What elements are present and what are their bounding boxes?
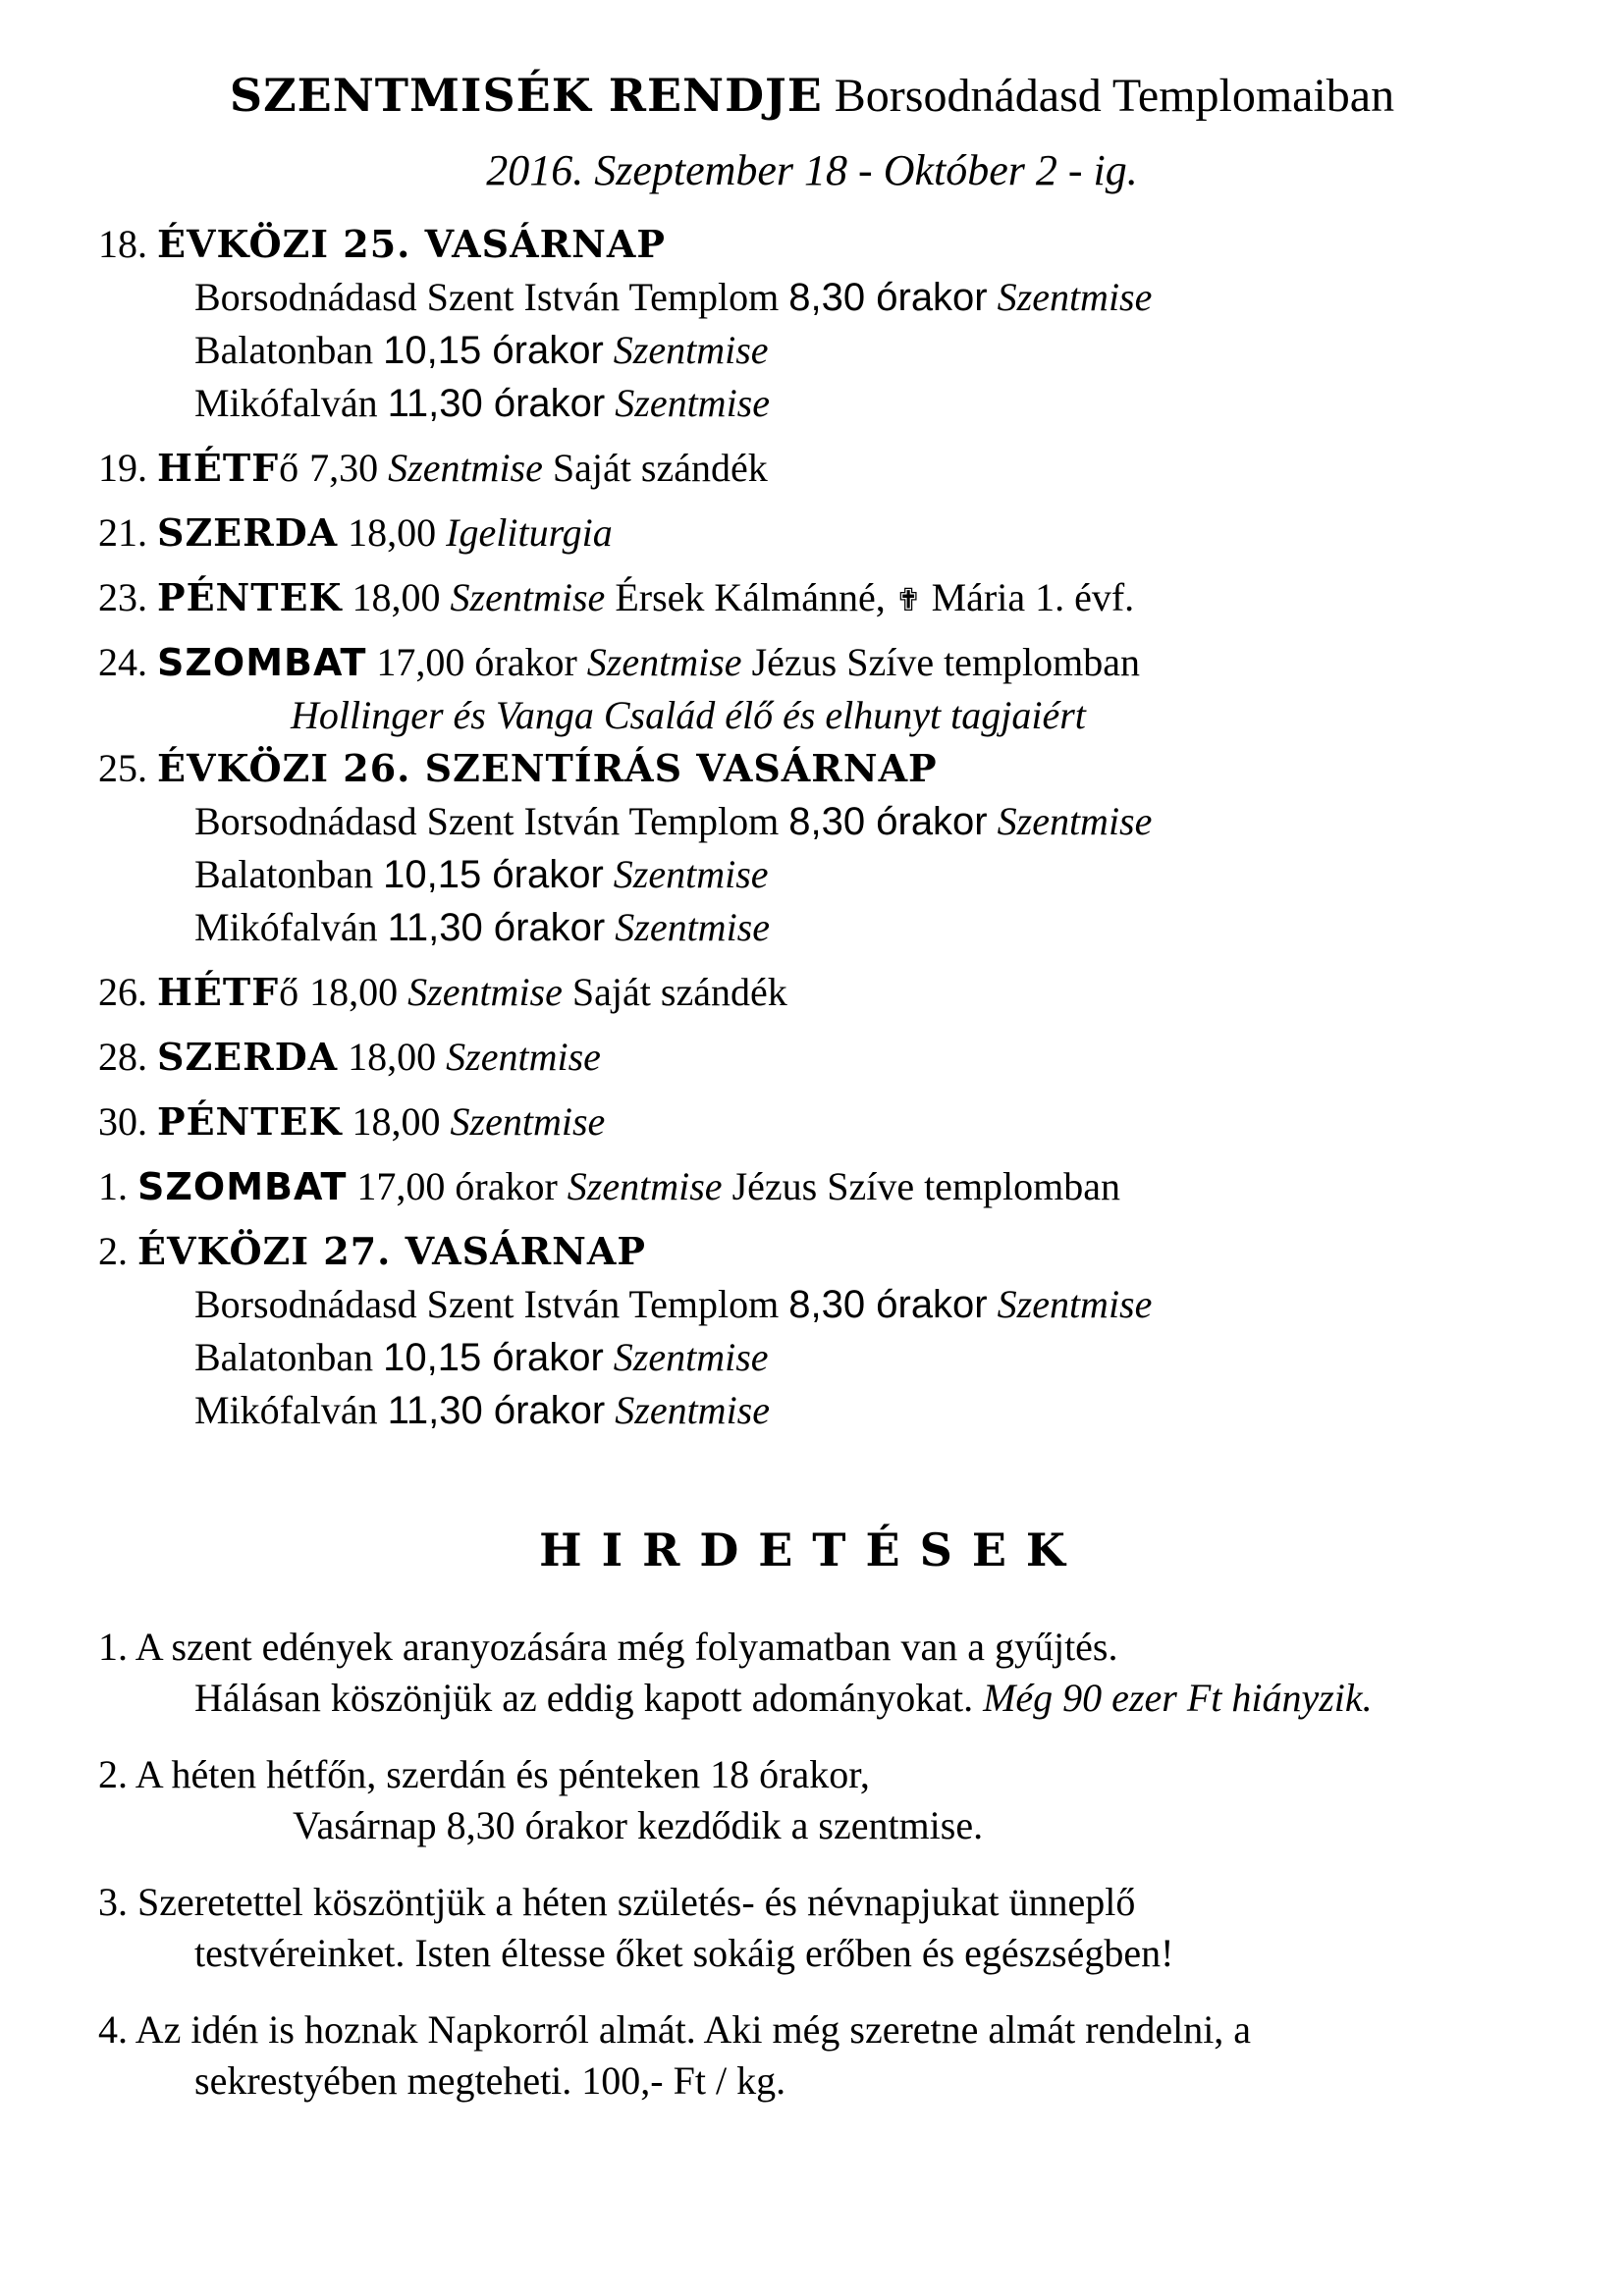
service-type: Szentmise	[997, 275, 1153, 319]
time: 8,30 órakor	[788, 276, 988, 319]
day-name: SZERDA	[157, 510, 339, 555]
announcement-line: testvéreinket. Isten éltesse őket sokáig erőben és egészségben!	[194, 1931, 1174, 1975]
service-type: Szentmise	[586, 640, 742, 684]
time: 17,00 órakor	[376, 640, 577, 684]
announcement-item	[98, 1877, 1571, 1979]
announcement-emphasis: Még 90 ezer Ft hiányzik.	[983, 1676, 1373, 1720]
day-number: 23.	[98, 575, 147, 619]
announcement-line: Hálásan köszönjük az eddig kapott adományokat. Még 90 ezer Ft hiányzik.	[194, 1676, 1373, 1720]
service-type: Szentmise	[388, 446, 543, 490]
time: 18,00	[348, 510, 437, 555]
announcement-item	[98, 1622, 1571, 1724]
time: 10,15 órakor	[383, 1336, 604, 1379]
day-entry	[98, 1095, 1551, 1148]
day-entry	[98, 1160, 1551, 1213]
place: Borsodnádasd Szent István Templom	[194, 799, 780, 843]
intention: Saját szándék	[552, 446, 768, 490]
service-type: Szentmise	[613, 852, 769, 896]
announcements-title: HIRDETÉSEK	[539, 1523, 1085, 1576]
intention-line	[98, 689, 1551, 742]
service-type: Igeliturgia	[446, 510, 613, 555]
intention: Mária 1. évf.	[931, 575, 1135, 619]
time: 17,00 órakor	[356, 1164, 558, 1208]
announcement-line: sekrestyében megteheti. 100,- Ft / kg.	[194, 2058, 786, 2103]
place: Balatonban	[194, 1335, 374, 1379]
schedule-line	[98, 377, 1551, 430]
day-number: 25.	[98, 746, 147, 790]
announcement-item	[98, 1749, 1571, 1851]
day-name: HÉTFő	[157, 970, 300, 1014]
day-entry	[98, 442, 1551, 495]
title-rest: Borsodnádasd Templomaiban	[834, 70, 1395, 122]
time: 10,15 órakor	[383, 853, 604, 896]
day-number: 28.	[98, 1035, 147, 1079]
intention: Érsek Kálmánné,	[615, 575, 886, 619]
service-type: Szentmise	[615, 381, 771, 425]
day-heading	[98, 1225, 1551, 1278]
day-name: SZERDA	[157, 1035, 339, 1079]
service-type: Szentmise	[613, 328, 769, 372]
day-number: 2.	[98, 1229, 128, 1273]
announcement-line: 2. A héten hétfőn, szerdán és pénteken 18 órakor,	[98, 1752, 870, 1796]
time: 7,30	[309, 446, 379, 490]
day-heading	[98, 218, 1551, 271]
announcement-item	[98, 2004, 1571, 2107]
day-heading	[98, 742, 1551, 795]
page-title	[0, 69, 1624, 123]
schedule-line	[98, 1384, 1551, 1437]
service-type: Szentmise	[997, 1282, 1153, 1326]
time: 11,30 órakor	[387, 382, 606, 425]
day-name: ÉVKÖZI 25. VASÁRNAP	[157, 222, 666, 266]
announcements-list	[98, 1622, 1571, 2132]
service-type: Szentmise	[450, 1099, 606, 1144]
time: 11,30 órakor	[387, 906, 606, 949]
schedule-line	[98, 1331, 1551, 1384]
place: Mikófalván	[194, 1388, 378, 1432]
place: Borsodnádasd Szent István Templom	[194, 1282, 780, 1326]
service-type: Szentmise	[613, 1335, 769, 1379]
announcement-line: Vasárnap 8,30 órakor kezdődik a szentmise.	[293, 1803, 984, 1847]
service-type: Szentmise	[997, 799, 1153, 843]
day-name: SZOMBAT	[137, 1165, 348, 1208]
schedule-line	[98, 1278, 1551, 1331]
day-name: ÉVKÖZI 27. VASÁRNAP	[137, 1229, 646, 1273]
mass-schedule	[98, 218, 1551, 1437]
place: Balatonban	[194, 852, 374, 896]
day-number: 18.	[98, 222, 147, 266]
service-type: Szentmise	[446, 1035, 601, 1079]
time: 8,30 órakor	[788, 800, 988, 843]
day-entry	[98, 636, 1551, 689]
schedule-line	[98, 795, 1551, 848]
time: 8,30 órakor	[788, 1283, 988, 1326]
day-number: 21.	[98, 510, 147, 555]
announcement-line: 3. Szeretettel köszöntjük a héten születés- és névnapjukat ünneplő	[98, 1880, 1136, 1924]
service-type: Szentmise	[567, 1164, 723, 1208]
day-name: HÉTFő	[157, 446, 300, 490]
schedule-line	[98, 901, 1551, 954]
time: 18,00	[352, 575, 441, 619]
day-number: 24.	[98, 640, 147, 684]
day-name: PÉNTEK	[157, 575, 343, 619]
cross-icon: ✟	[894, 581, 922, 618]
schedule-line	[98, 324, 1551, 377]
intention: Saját szándék	[571, 970, 787, 1014]
day-name: SZOMBAT	[157, 641, 367, 684]
announcement-line: 4. Az idén is hoznak Napkorról almát. Aki még szeretne almát rendelni, a	[98, 2007, 1252, 2052]
day-number: 1.	[98, 1164, 128, 1208]
schedule-line	[98, 848, 1551, 901]
service-type: Szentmise	[450, 575, 606, 619]
intention: Hollinger és Vanga Család élő és elhunyt tagjaiért	[291, 693, 1086, 737]
service-type: Szentmise	[615, 1388, 771, 1432]
day-entry	[98, 507, 1551, 560]
day-entry	[98, 966, 1551, 1019]
place: Borsodnádasd Szent István Templom	[194, 275, 780, 319]
time: 11,30 órakor	[387, 1389, 606, 1432]
place: Jézus Szíve templomban	[751, 640, 1141, 684]
day-entry	[98, 1031, 1551, 1084]
schedule-line	[98, 271, 1551, 324]
time: 10,15 órakor	[383, 329, 604, 372]
service-type: Szentmise	[407, 970, 563, 1014]
title-decorative: SZENTMISÉK RENDJE	[229, 69, 823, 122]
place: Mikófalván	[194, 905, 378, 949]
service-type: Szentmise	[615, 905, 771, 949]
time: 18,00	[352, 1099, 441, 1144]
day-entry	[98, 571, 1551, 624]
day-name: PÉNTEK	[157, 1099, 343, 1144]
time: 18,00	[348, 1035, 437, 1079]
day-number: 19.	[98, 446, 147, 490]
place: Jézus Szíve templomban	[731, 1164, 1121, 1208]
day-number: 30.	[98, 1099, 147, 1144]
page-subtitle: 2016. Szeptember 18 - Október 2 - ig.	[486, 146, 1138, 194]
place: Balatonban	[194, 328, 374, 372]
day-number: 26.	[98, 970, 147, 1014]
place: Mikófalván	[194, 381, 378, 425]
announcement-line: 1. A szent edények aranyozására még folyamatban van a gyűjtés.	[98, 1625, 1118, 1669]
day-name: ÉVKÖZI 26. SZENTÍRÁS VASÁRNAP	[157, 746, 938, 790]
time: 18,00	[309, 970, 399, 1014]
